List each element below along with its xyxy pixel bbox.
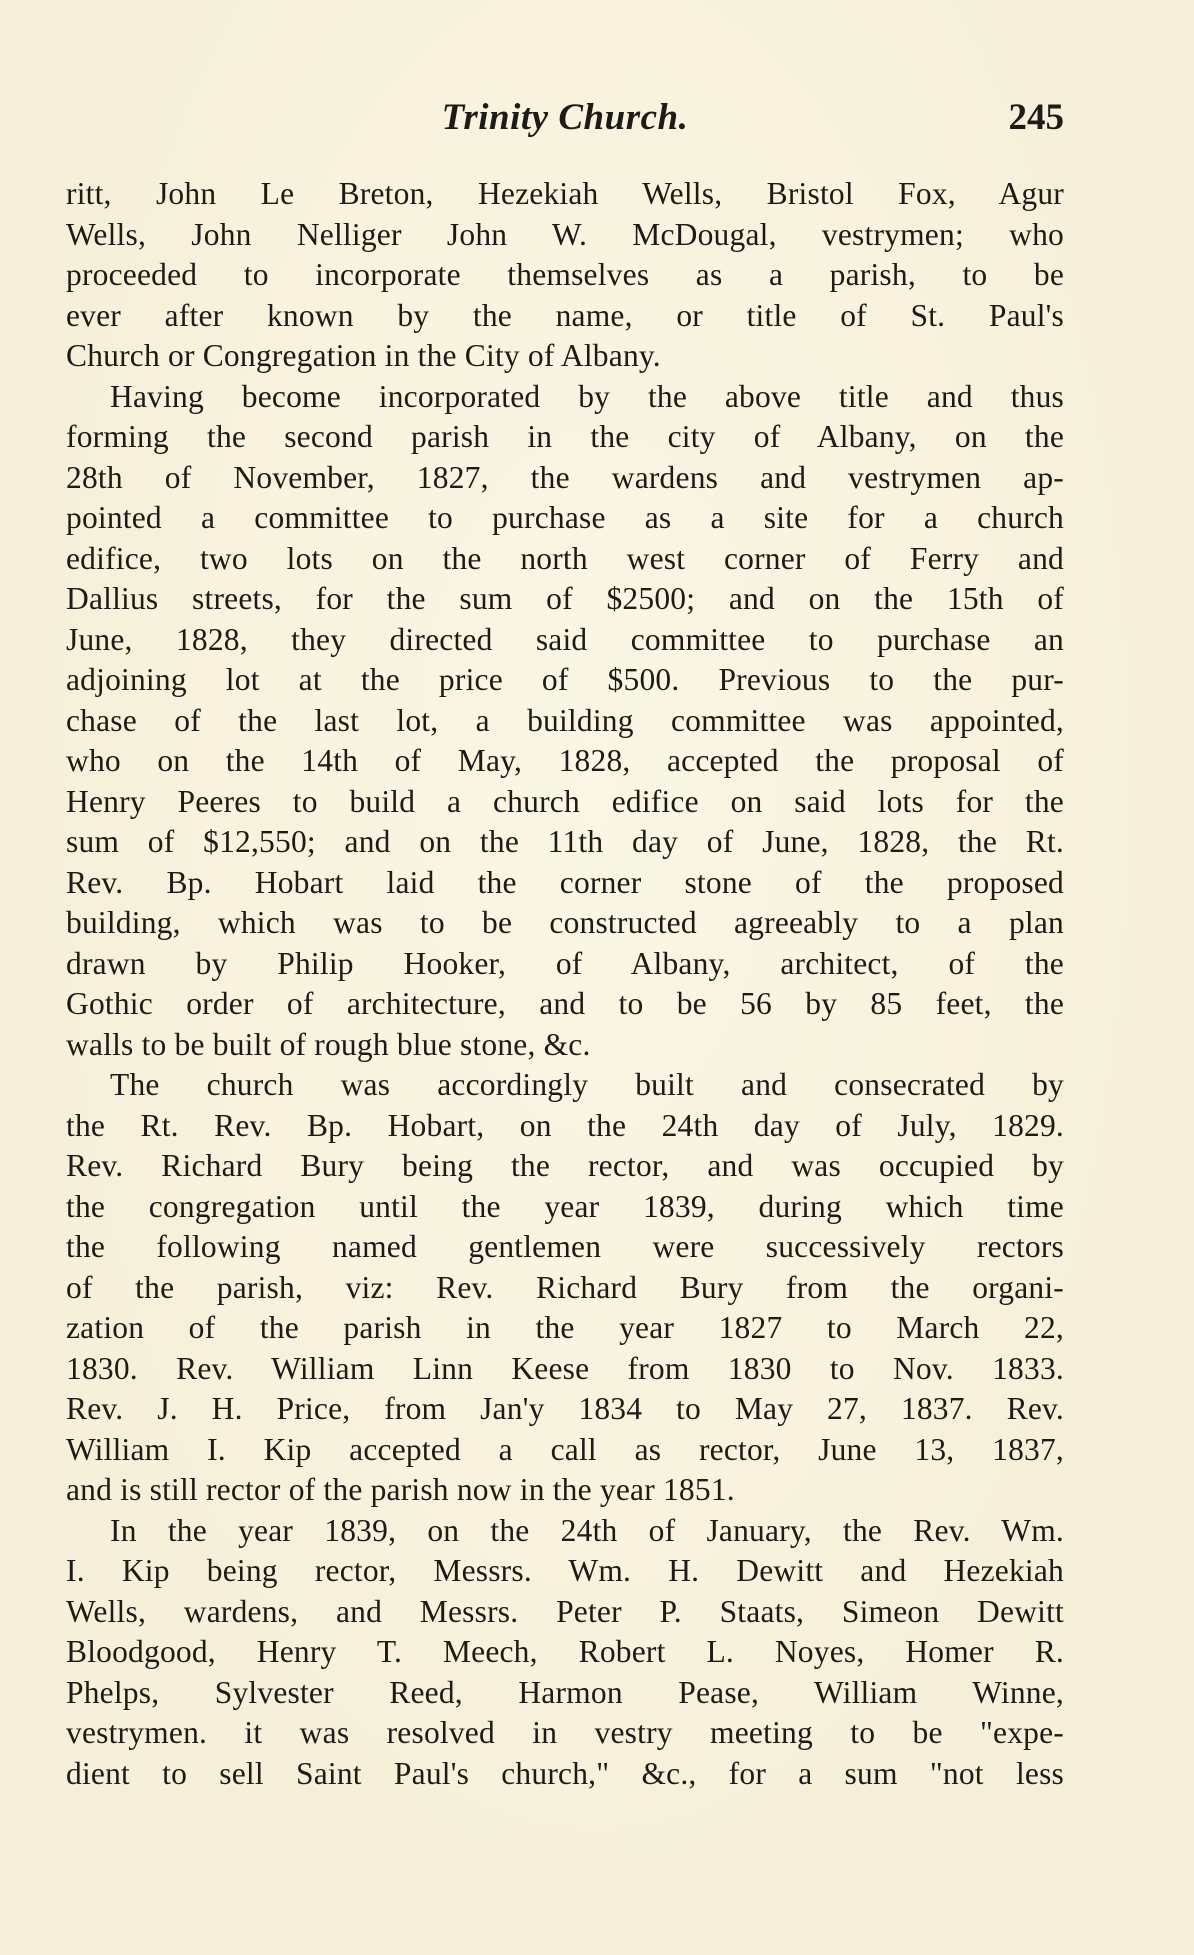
text-line: Church or Congregation in the City of Albany. xyxy=(66,338,661,373)
text-line: zation of the parish in the year 1827 to March 22, xyxy=(66,1310,1064,1345)
page-number: 245 xyxy=(1008,97,1064,138)
text-line: sum of $12,550; and on the 11th day of June, 1828, the Rt. xyxy=(66,824,1064,859)
text-line: the congregation until the year 1839, during which time xyxy=(66,1188,1064,1224)
text-line: Dallius streets, for the sum of $2500; and on the 15th of xyxy=(66,581,1064,616)
text-line: building, which was to be constructed agreeably to a plan xyxy=(66,905,1064,940)
text-line: and is still rector of the parish now in the year 1851. xyxy=(66,1472,735,1507)
text-line: Henry Peeres to build a church edifice on said lots for the xyxy=(66,783,1064,819)
text-line: ever after known by the name, or title of St. Paul's xyxy=(66,297,1064,333)
text-line: 1830. Rev. William Linn Keese from 1830 to Nov. 1833. xyxy=(66,1350,1064,1386)
text-line: edifice, two lots on the north west corner of Ferry and xyxy=(66,540,1064,576)
text-line: Bloodgood, Henry T. Meech, Robert L. Noyes, Homer R. xyxy=(66,1634,1064,1669)
text-line: of the parish, viz: Rev. Richard Bury from the organi- xyxy=(66,1269,1064,1305)
text-line: forming the second parish in the city of Albany, on the xyxy=(66,419,1064,454)
text-line: Rev. Bp. Hobart laid the corner stone of the proposed xyxy=(66,864,1064,900)
text-line: proceeded to incorporate themselves as a parish, to be xyxy=(66,257,1064,292)
text-line: 28th of November, 1827, the wardens and vestrymen ap- xyxy=(66,459,1064,495)
text-line: the following named gentlemen were successively rectors xyxy=(66,1229,1064,1264)
text-line: dient to sell Saint Paul's church," &c., for a sum "not less xyxy=(66,1755,1064,1791)
text-line: walls to be built of rough blue stone, &c. xyxy=(66,1026,591,1062)
text-line: Wells, wardens, and Messrs. Peter P. Staats, Simeon Dewitt xyxy=(66,1593,1064,1629)
text-line: In the year 1839, on the 24th of January, the Rev. Wm. xyxy=(110,1512,1064,1548)
text-line: I. Kip being rector, Messrs. Wm. H. Dewitt and Hezekiah xyxy=(66,1553,1064,1588)
text-line: who on the 14th of May, 1828, accepted the proposal of xyxy=(66,743,1064,778)
text-line: drawn by Philip Hooker, of Albany, architect, of the xyxy=(66,945,1064,981)
text-line: William I. Kip accepted a call as rector, June 13, 1837, xyxy=(66,1431,1064,1467)
text-line: pointed a committee to purchase as a site for a church xyxy=(66,500,1064,535)
text-line: vestrymen. it was resolved in vestry meeting to be "expe- xyxy=(66,1715,1064,1750)
body-text xyxy=(66,174,1064,1794)
text-line: The church was accordingly built and consecrated by xyxy=(110,1067,1064,1102)
text-line: chase of the last lot, a building committee was appointed, xyxy=(66,702,1064,738)
text-line: ritt, John Le Breton, Hezekiah Wells, Bristol Fox, Agur xyxy=(66,176,1064,211)
text-line: Wells, John Nelliger John W. McDougal, vestrymen; who xyxy=(66,216,1064,252)
text-line: Rev. Richard Bury being the rector, and was occupied by xyxy=(66,1148,1064,1183)
running-head xyxy=(66,96,1064,152)
text-line: Phelps, Sylvester Reed, Harmon Pease, William Winne, xyxy=(66,1674,1064,1710)
text-line: the Rt. Rev. Bp. Hobart, on the 24th day of July, 1829. xyxy=(66,1107,1064,1143)
running-head-title: Trinity Church. xyxy=(441,97,689,138)
text-line: Gothic order of architecture, and to be 56 by 85 feet, the xyxy=(66,986,1064,1021)
text-line: Having become incorporated by the above title and thus xyxy=(110,378,1064,414)
text-line: Rev. J. H. Price, from Jan'y 1834 to May 27, 1837. Rev. xyxy=(66,1391,1064,1426)
text-line: adjoining lot at the price of $500. Previous to the pur- xyxy=(66,662,1064,697)
text-line: June, 1828, they directed said committee to purchase an xyxy=(66,621,1064,657)
